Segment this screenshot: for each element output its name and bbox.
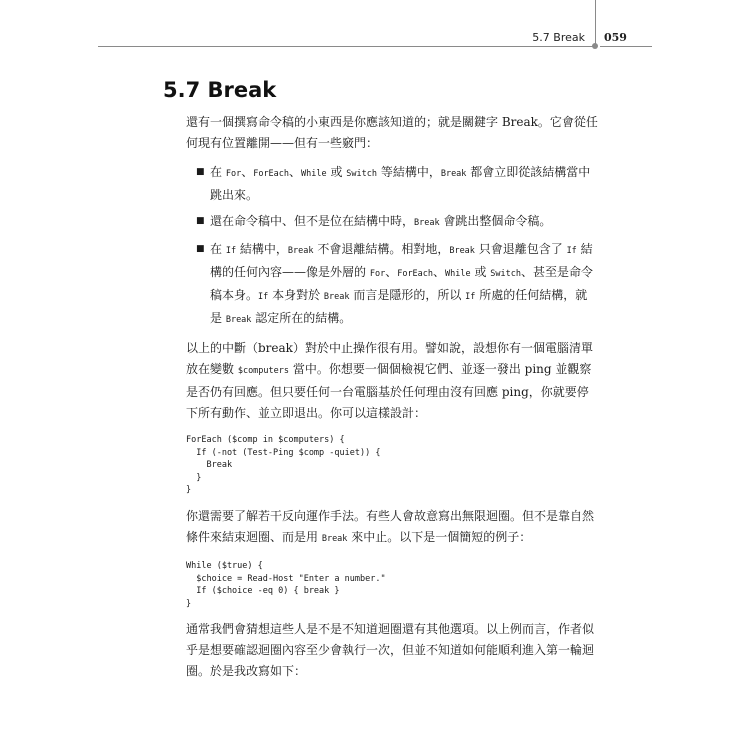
inline-code: While — [445, 269, 471, 279]
page-number: 059 — [604, 31, 627, 44]
inline-code: Break — [323, 292, 350, 302]
text-run: 你還需要了解若干反向運作手法。有些人會故意寫出無限迴圈。但不是靠自然條件來結束迴圈、而是用 — [186, 508, 595, 544]
text-run: 來中止。以下是一個簡短的例子： — [347, 529, 532, 544]
bullet-text — [210, 214, 551, 228]
inline-code: Break — [225, 315, 252, 325]
inline-code: If — [225, 246, 237, 256]
text-run: 本身對於 — [268, 288, 324, 302]
text-run: 等結構中， — [377, 165, 441, 179]
text-run: 都會立即從該結構當中跳出來。 — [210, 165, 591, 202]
header-rule-right — [600, 46, 652, 47]
bullet-text — [210, 242, 593, 325]
bullet-marker: ■ — [196, 167, 205, 177]
text-run: 或 — [326, 165, 347, 179]
text-run: 在 — [210, 165, 226, 179]
inline-code: $computers — [237, 366, 290, 376]
inline-code: Break — [321, 533, 348, 544]
inline-code: If — [258, 292, 269, 302]
text-run: 、 — [433, 265, 446, 279]
header-divider-vertical — [595, 0, 596, 46]
text-run: 以上的中斷（break）對於中止操作很有用。譬如說，設想你有一個電腦清單放在變數 — [186, 341, 593, 376]
text-run: 認定所在的結構。 — [251, 311, 352, 325]
inline-code: Switch — [346, 169, 377, 179]
break-usage-paragraph — [186, 338, 598, 424]
text-run: 結構中， — [236, 242, 288, 256]
text-run: 還在命令稿中、但不是位在結構中時， — [210, 214, 415, 228]
infinite-loop-paragraph — [186, 506, 598, 550]
inline-code: Switch — [490, 269, 521, 279]
bullet-text — [210, 165, 590, 202]
section-title: 5.7 Break — [163, 78, 277, 102]
text-run: 、 — [289, 165, 302, 179]
bullet-item — [186, 211, 598, 234]
inline-code: For — [225, 169, 242, 179]
bullet-marker: ■ — [196, 216, 205, 226]
code-block-while: While ($true) { $choice = Read-Host "Enter a number." If ($choice -eq 0) { break } } — [186, 560, 386, 609]
inline-code: If — [566, 246, 577, 256]
text-run: 、甚至是命令稿本身。 — [210, 265, 594, 302]
intro-paragraph: 還有一個撰寫命令稿的小東西是你應該知道的；就是關鍵字 Break。它會從任何現有位置離開——但有一些竅門： — [186, 115, 598, 150]
running-title: 5.7 Break — [532, 31, 585, 44]
text-run: 而言是隱形的，所以 — [349, 288, 466, 302]
text-run: 在 — [210, 242, 226, 256]
inline-code: ForEach — [397, 269, 434, 279]
bullet-item — [186, 239, 598, 331]
text-run: 會跳出整個命令稿。 — [439, 214, 552, 228]
text-run: 、 — [241, 165, 254, 179]
inline-code: Break — [414, 218, 440, 228]
text-run: 當中。你想要一個個檢視它們、並逐一發出 ping 並觀察是否仍有回應。但只要任何一台電腦基於任何理由沒有回應 ping，你就要停下所有動作、並立即退出。你可以這樣設計： — [186, 362, 592, 420]
bullet-item — [186, 162, 598, 206]
text-run: 不會退離結構。相對地， — [313, 242, 450, 256]
bullet-marker: ■ — [196, 244, 205, 254]
inline-code: For — [369, 269, 386, 279]
code-block-foreach: ForEach ($comp in $computers) { If (-not (Test-Ping $comp -quiet)) { Break } } — [186, 435, 381, 496]
header-rule-dot — [592, 43, 598, 49]
inline-code: Break — [449, 246, 475, 256]
text-run: 所處的任何結構，就是 — [210, 288, 588, 325]
inline-code: ForEach — [253, 169, 290, 179]
page-body — [186, 112, 598, 682]
text-run: 或 — [470, 265, 491, 279]
inline-code: While — [301, 169, 327, 179]
inline-code: Break — [440, 169, 467, 179]
text-run: 結構的任何內容——像是外層的 — [210, 242, 593, 279]
inline-code: If — [465, 292, 476, 302]
bullet-list — [186, 162, 598, 331]
text-run: 只會退離包含了 — [474, 242, 567, 256]
inline-code: Break — [287, 246, 314, 256]
text-run: 、 — [385, 265, 398, 279]
header-rule — [98, 46, 594, 47]
closing-paragraph: 通常我們會猜想這些人是不是不知道迴圈還有其他選項。以上例而言，作者似乎是想要確認迴圈內容至少會執行一次，但並不知道如何能順利進入第一輪迴圈。於是我改寫如下： — [186, 622, 595, 679]
page-header — [0, 0, 750, 60]
